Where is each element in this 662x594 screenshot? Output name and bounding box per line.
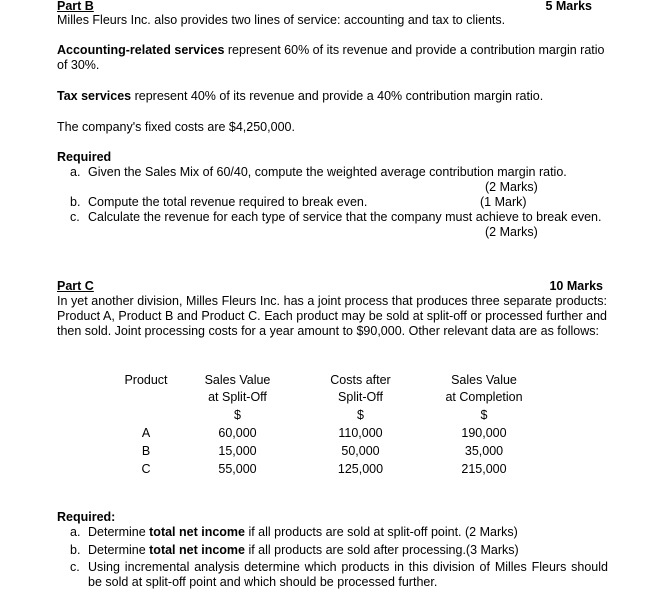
item-text	[88, 525, 613, 540]
part-b-marks: 5 Marks	[545, 0, 592, 13]
item-letter: c.	[70, 210, 80, 224]
item-letter: a.	[70, 525, 81, 539]
table-cell: 125,000	[337, 462, 384, 476]
table-cell: 60,000	[218, 426, 257, 440]
table-cell: C	[141, 462, 151, 476]
part-c-required-label: Required:	[57, 510, 116, 524]
table-header-line: at Completion	[445, 390, 523, 404]
item-text	[88, 543, 613, 558]
part-b-required-label: Required	[57, 150, 112, 164]
item-bold: total net income	[149, 525, 245, 539]
table-header-product: Product	[124, 373, 168, 387]
item-letter: a.	[70, 165, 81, 179]
table-cell: 190,000	[461, 426, 507, 440]
item-pre: Determine	[88, 543, 150, 557]
accounting-paragraph	[57, 43, 612, 73]
item-post: if all products are sold at split-off point. (2 Marks)	[244, 525, 518, 539]
item-letter: c.	[70, 560, 80, 574]
table-header-line: Split-Off	[338, 390, 383, 404]
part-b-item-b-marks: (1 Mark)	[480, 195, 527, 209]
tax-bold: Tax services	[57, 89, 132, 103]
item-text: Given the Sales Mix of 60/40, compute the weighted average contribution margin ratio.	[88, 165, 567, 179]
part-c-title: Part C	[57, 279, 94, 293]
part-c-header	[57, 279, 635, 294]
tax-paragraph	[57, 89, 612, 104]
item-pre: Using incremental analysis determine which products in this division of Milles Fleurs should be sold at split-off point and which should be processed further.	[88, 560, 608, 589]
table-cell: 50,000	[341, 444, 380, 458]
fixed-costs: The company's fixed costs are $4,250,000.	[57, 120, 295, 134]
table-cell: 55,000	[218, 462, 257, 476]
table-cell: 15,000	[218, 444, 257, 458]
item-post: if all products are sold after processing.(3 Marks)	[244, 543, 519, 557]
part-b-intro: Milles Fleurs Inc. also provides two lines of service: accounting and tax to clients.	[57, 13, 506, 27]
table-cell: B	[141, 444, 151, 458]
item-text: Compute the total revenue required to break even.	[88, 195, 368, 209]
table-header-line: Sales Value	[451, 373, 517, 387]
part-c-marks: 10 Marks	[549, 279, 603, 293]
table-header-line: $	[480, 408, 488, 422]
table-header-line: $	[234, 408, 241, 422]
item-letter: b.	[70, 543, 81, 557]
table-cell: 35,000	[464, 444, 504, 458]
table-header-line: Costs after	[330, 373, 391, 387]
table-cell: 110,000	[338, 426, 383, 440]
part-c-intro: In yet another division, Milles Fleurs Inc. has a joint process that produces three separate products: Product A, Product B and Product C. Each product may be sold at split-off or processed further and then sold. Joint processing costs for a year amount to $90,000. Other relevant data are as follows:	[57, 294, 607, 338]
part-b-header	[57, 0, 635, 14]
table-header-line: at Split-Off	[208, 390, 267, 404]
tax-text: represent 40% of its revenue and provide a 40% contribution margin ratio.	[131, 89, 544, 103]
part-b-item-c-marks: (2 Marks)	[485, 225, 538, 239]
accounting-text: represent 60% of its revenue and provide a contribution margin ratio of 30%.	[57, 43, 605, 72]
table-cell: 215,000	[461, 462, 507, 476]
part-b-title: Part B	[57, 0, 94, 13]
item-text: Calculate the revenue for each type of service that the company must achieve to break even.	[88, 210, 602, 224]
item-text	[88, 560, 608, 590]
table-header-line: $	[357, 408, 364, 422]
part-b-item-a-marks: (2 Marks)	[485, 180, 538, 194]
item-pre: Determine	[88, 525, 150, 539]
accounting-bold: Accounting-related services	[57, 43, 225, 57]
item-letter: b.	[70, 195, 81, 209]
table-cell: A	[141, 426, 151, 440]
table-header-line: Sales Value	[204, 373, 271, 387]
item-bold: total net income	[149, 543, 245, 557]
